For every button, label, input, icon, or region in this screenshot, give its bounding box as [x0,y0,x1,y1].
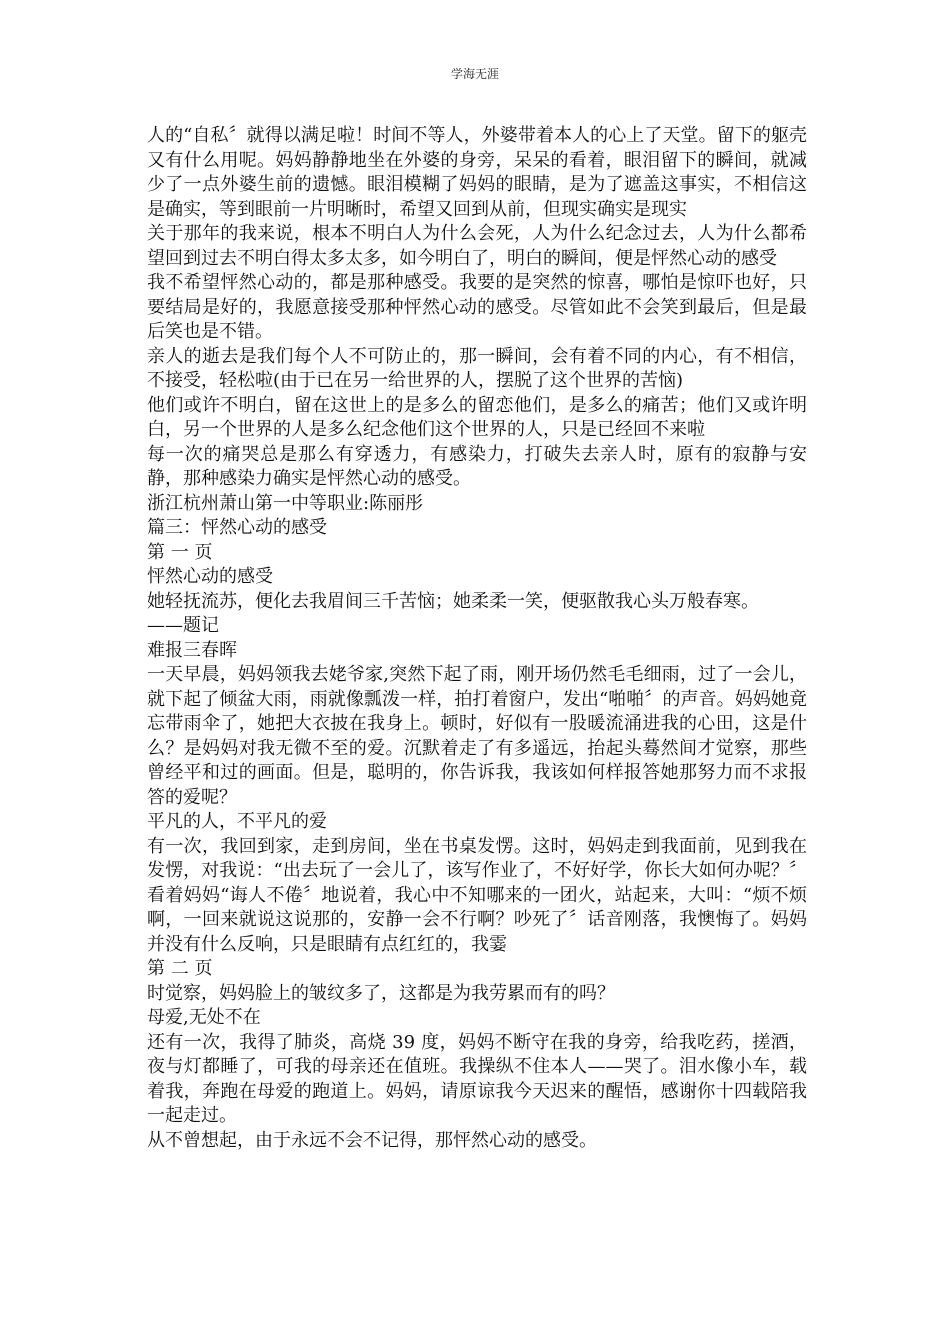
paragraph: 亲人的逝去是我们每个人不可防止的，那一瞬间，会有着不同的内心，有不相信，不接受，轻松啦(由于已在另一给世界的人，摆脱了这个世界的苦恼) [147,345,807,391]
subheading: 母爱,无处不在 [147,1007,261,1028]
epigraph: 她轻抚流苏，便化去我眉间三千苦恼；她柔柔一笑，便驱散我心头万般春寒。 [147,590,759,612]
author-line: 浙江杭州萧山第一中等职业:陈丽彤 [147,492,424,514]
paragraph: 每一次的痛哭总是那么有穿透力，有感染力，打破失去亲人时，原有的寂静与安静，那种感染力确实是怦然心动的感受。 [147,443,807,489]
paragraph: 一天早晨，妈妈领我去姥爷家,突然下起了雨，刚开场仍然毛毛细雨，过了一会儿，就下起了倾盆大雨，雨就像瓢泼一样，拍打着窗户，发出“啪啪〞的声音。妈妈她竟忘带雨伞了，她把大衣披在我身上。顿时，好似有一股暖流涌进我的心田，这是什么？是妈妈对我无微不至的爱。沉默着走了有多遥远，抬起头蓦然间才觉察，那些曾经平和过的画面。但是，聪明的，你告诉我，我该如何样报答她那努力而不求报答的爱呢？ [147,664,807,808]
subheading: 平凡的人，不平凡的爱 [147,811,327,832]
paragraph: 我不希望怦然心动的，都是那种感受。我要的是突然的惊喜，哪怕是惊吓也好，只要结局是好的，我愿意接受那种怦然心动的感受。尽管如此不会笑到最后，但是最后笑也是不错。 [147,272,807,342]
paragraph: 有一次，我回到家，走到房间，坐在书桌发愣。这时，妈妈走到我面前，见到我在发愣，对我说：“出去玩了一会儿了，该写作业了，不好好学，你长大如何办呢？〞看着妈妈“诲人不倦〞地说着，我心中不知哪来的一团火，站起来，大叫：“烦不烦啊，一回来就说这说那的，安静一会不行啊？吵死了〞话音刚落，我懊悔了。妈妈并没有什么反响，只是眼睛有点红红的，我霎 [147,835,807,955]
page-marker: 第 一 页 [147,541,213,563]
epigraph-attribution: ——题记 [147,615,219,636]
page-marker: 第 二 页 [147,958,213,979]
page-header: 学海无涯 [450,67,499,81]
paragraph: 还有一次，我得了肺炎，高烧 39 度，妈妈不断守在我的身旁，给我吃药，搓酒，夜与灯都睡了，可我的母亲还在值班。我操纵不住本人——哭了。泪水像小车，载着我，奔跑在母爱的跑道上。妈妈，请原谅我今天迟来的醒悟，感谢你十四载陪我一起走过。 [147,1031,807,1126]
paragraph: 关于那年的我来说，根本不明白人为什么会死，人为什么纪念过去，人为什么都希望回到过去不明白得太多太多，如今明白了，明白的瞬间，便是怦然心动的感受 [147,223,807,269]
paragraph: 从不曾想起，由于永远不会不记得，那怦然心动的感受。 [147,1129,597,1151]
essay-title: 怦然心动的感受 [147,566,273,587]
document-body [147,124,807,1153]
paragraph: 人的“自私〞就得以满足啦！时间不等人，外婆带着本人的心上了天堂。留下的躯壳又有什么用呢。妈妈静静地坐在外婆的身旁，呆呆的看着，眼泪留下的瞬间，就减少了一点外婆生前的遗憾。眼泪模糊了妈妈的眼睛，是为了遮盖这事实，不相信这是确实，等到眼前一片明晰时，希望又回到从前，但现实确实是现实 [147,125,807,220]
paragraph: 时觉察，妈妈脸上的皱纹多了，这都是为我劳累而有的吗？ [147,982,615,1004]
subheading: 难报三春晖 [147,639,237,661]
section-heading: 篇三：怦然心动的感受 [147,517,327,538]
paragraph: 他们或许不明白，留在这世上的是多么的留恋他们，是多么的痛苦；他们又或许明白，另一个世界的人是多么纪念他们这个世界的人，只是已经回不来啦 [147,394,807,440]
